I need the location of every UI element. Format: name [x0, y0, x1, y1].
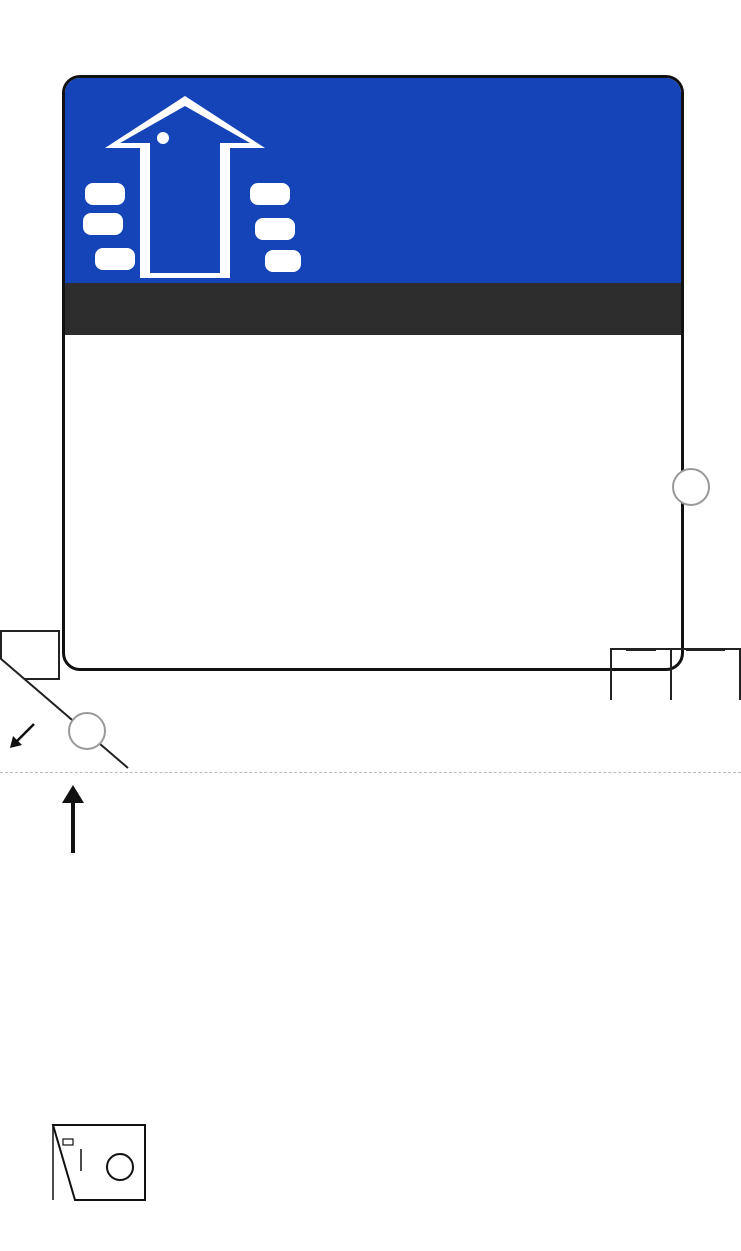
tear-line	[0, 772, 741, 773]
rescue-lane-banner	[65, 78, 681, 283]
punch-hole-left	[68, 712, 106, 750]
punch-hole-right	[672, 468, 710, 506]
revenue-bar	[65, 283, 681, 335]
cut-arrow-icon	[8, 720, 38, 750]
dec-cell-1	[672, 648, 741, 700]
rescue-lane-logo	[65, 78, 305, 278]
barcode	[232, 1095, 670, 1173]
vignette-panel	[62, 75, 684, 671]
up-arrow-icon	[58, 785, 88, 855]
dec-cell-2	[610, 648, 672, 700]
windscreen-icon	[45, 1115, 155, 1205]
